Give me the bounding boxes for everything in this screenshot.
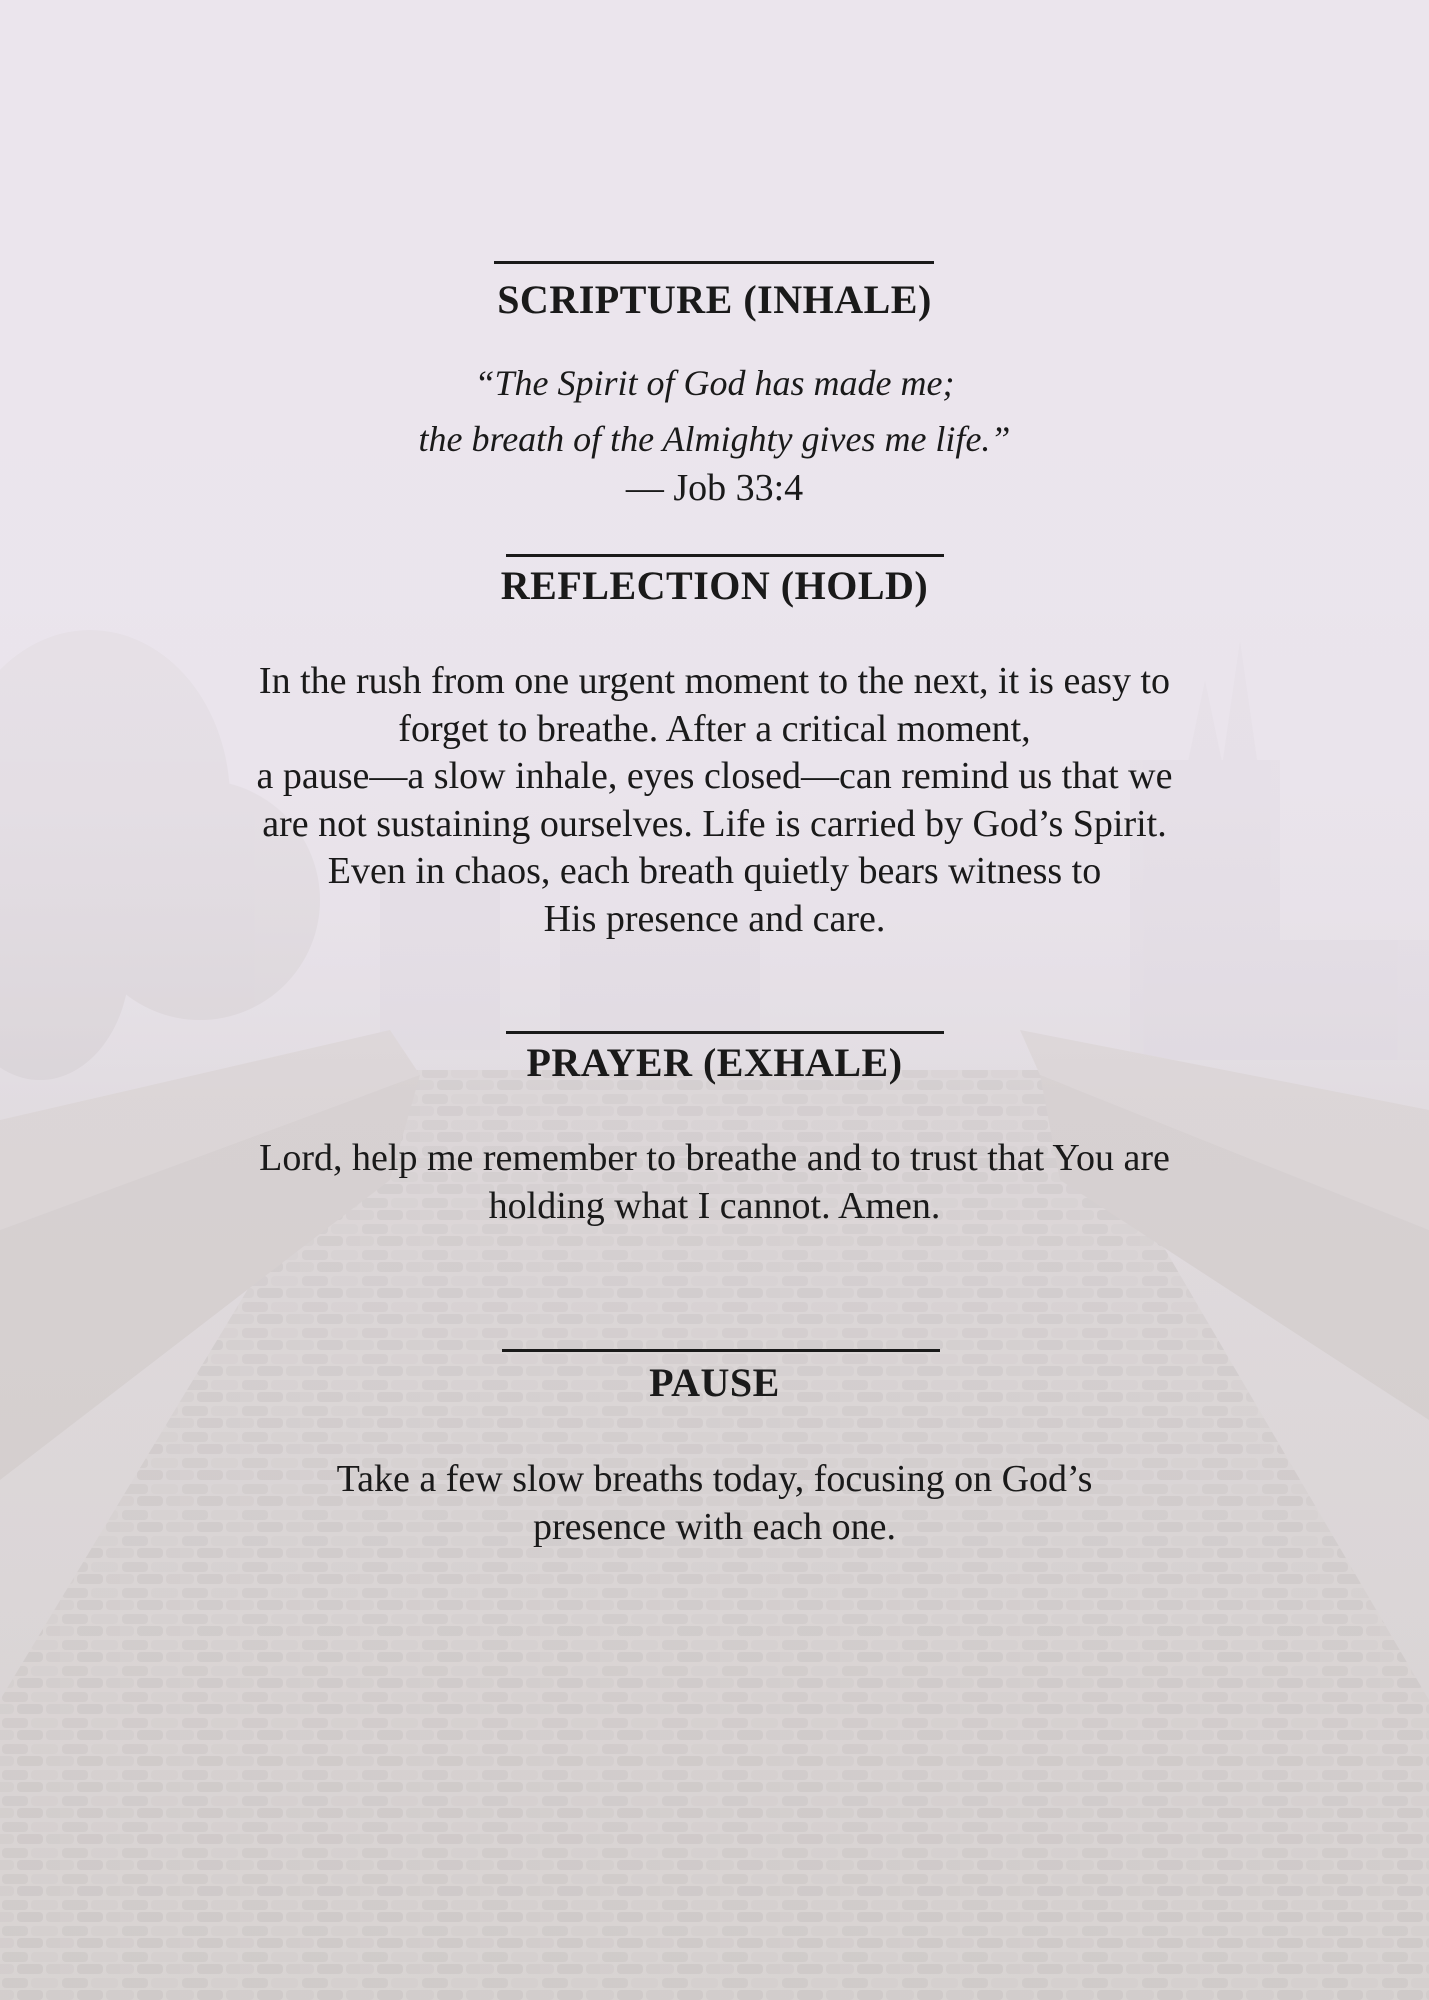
- reflection-line: His presence and care.: [543, 897, 886, 940]
- pause-line: Take a few slow breaths today, focusing on God’s: [336, 1458, 1093, 1500]
- verse-line: “The Spirit of God has made me;: [474, 363, 955, 403]
- reflection-text: [0, 658, 1429, 943]
- reflection-line: forget to breathe. After a critical moment,: [398, 707, 1031, 750]
- pause-line: presence with each one.: [533, 1505, 896, 1548]
- scripture-verse: [0, 355, 1429, 467]
- pause-text: [0, 1456, 1429, 1551]
- prayer-line: holding what I cannot. Amen.: [488, 1184, 941, 1227]
- prayer-heading: PRAYER (EXHALE): [526, 1040, 903, 1085]
- scripture-reference: — Job 33:4: [625, 467, 804, 509]
- prayer-line: Lord, help me remember to breathe and to trust that You are: [259, 1137, 1170, 1179]
- reflection-line: are not sustaining ourselves. Life is carried by God’s Spirit.: [262, 802, 1167, 845]
- section-divider: [506, 554, 944, 557]
- reflection-heading: REFLECTION (HOLD): [500, 563, 929, 608]
- scripture-heading: SCRIPTURE (INHALE): [497, 277, 932, 322]
- reflection-line: a pause—a slow inhale, eyes closed—can remind us that we: [256, 755, 1173, 797]
- prayer-text: [0, 1135, 1429, 1230]
- section-divider: [494, 261, 934, 264]
- pause-heading: PAUSE: [649, 1360, 780, 1405]
- verse-line: the breath of the Almighty gives me life.”: [418, 419, 1011, 459]
- section-divider: [502, 1349, 940, 1352]
- section-divider: [506, 1031, 944, 1034]
- reflection-line: Even in chaos, each breath quietly bears witness to: [327, 850, 1102, 892]
- reflection-line: In the rush from one urgent moment to the next, it is easy to: [258, 660, 1171, 702]
